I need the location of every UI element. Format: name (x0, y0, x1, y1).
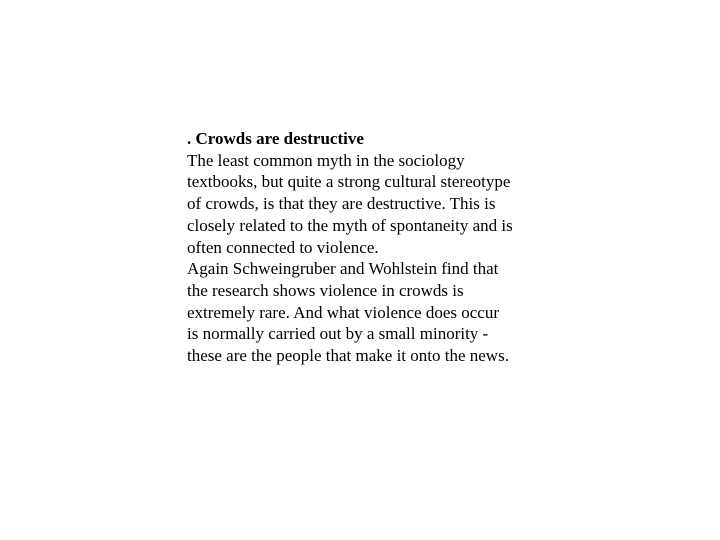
section-heading: . Crowds are destructive (187, 129, 364, 148)
paragraph-line: these are the people that make it onto the news. (187, 346, 509, 366)
paragraph-line: is normally carried out by a small minority - (187, 324, 489, 344)
paragraph-line: The least common myth in the sociology (187, 150, 465, 170)
paragraph-myth-description (187, 150, 567, 259)
paragraph-line: the research shows violence in crowds is (187, 280, 464, 300)
paragraph-research-findings (187, 258, 567, 367)
paragraph-line: textbooks, but quite a strong cultural stereotype (187, 172, 511, 192)
paragraph-line: closely related to the myth of spontaneity and is (187, 215, 513, 235)
paragraph-line: Again Schweingruber and Wohlstein find that (187, 259, 499, 279)
paragraph-line: of crowds, is that they are destructive. This is (187, 194, 496, 214)
text-block (187, 128, 567, 367)
paragraph-line: often connected to violence. (187, 237, 379, 257)
paragraph-line: extremely rare. And what violence does occur (187, 302, 500, 322)
